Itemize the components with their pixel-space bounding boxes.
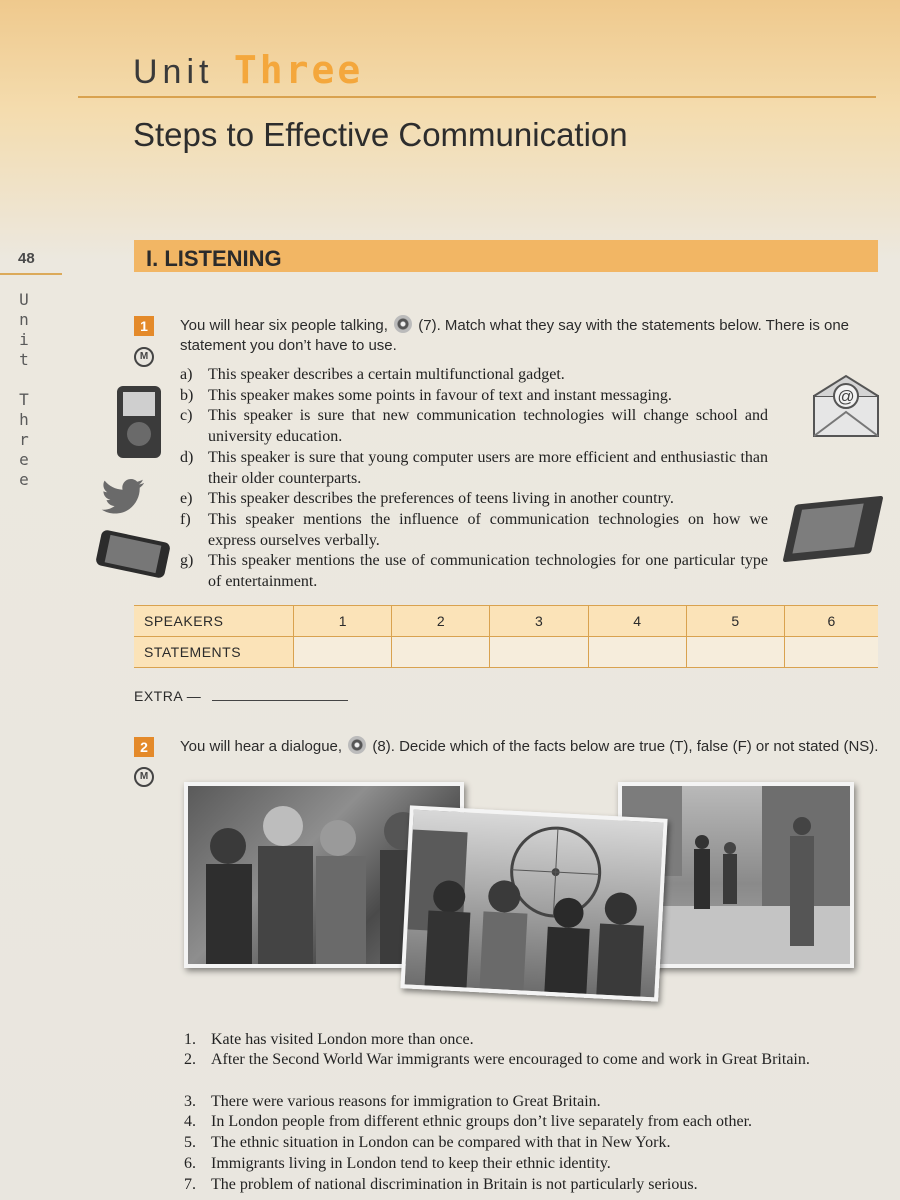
smartphone-icon (95, 529, 171, 579)
unit-heading (133, 48, 363, 92)
speaker-number: 6 (784, 606, 878, 637)
statement-item (180, 488, 768, 509)
fact-text: In London people from different ethnic groups don’t live separately from each other. (211, 1113, 753, 1130)
statement-letter: d) (180, 449, 194, 466)
vertical-unit-text: U n i t T h r e e (19, 290, 29, 489)
fact-item (184, 1153, 891, 1174)
fact-text: The problem of national discrimination in Britain is not particularly serious. (211, 1176, 698, 1193)
answer-cell[interactable] (784, 637, 878, 668)
task2-instruction-start: You will hear a dialogue, (180, 738, 343, 755)
task1-instruction (180, 315, 880, 356)
task-number-badge: 1 (134, 316, 154, 336)
unit-label: Unit (133, 53, 214, 91)
margin-divider (0, 273, 62, 275)
email-envelope-icon (812, 374, 880, 443)
statement-letter: f) (180, 511, 191, 528)
speaker-number: 2 (392, 606, 490, 637)
fact-number: 5. (184, 1134, 196, 1151)
fact-text: Kate has visited London more than once. (211, 1031, 474, 1048)
fact-text: The ethnic situation in London can be compared with that in New York. (211, 1134, 671, 1151)
statement-letter: b) (180, 387, 194, 404)
fact-item (184, 1111, 891, 1132)
statement-text: This speaker is sure that young computer users are more efficient and enthusiastic than their older counterparts. (208, 449, 768, 487)
statement-letter: a) (180, 366, 193, 383)
answer-cell[interactable] (392, 637, 490, 668)
extra-answer-line[interactable] (212, 700, 348, 701)
tablet-icon (782, 496, 883, 563)
fact-text: Immigrants living in London tend to keep their ethnic identity. (211, 1155, 611, 1172)
statement-text: This speaker mentions the influence of communication technologies on how we express ourselves verbally. (208, 511, 768, 549)
mp3-player-icon (117, 386, 161, 458)
speaker-number: 4 (588, 606, 686, 637)
statement-text: This speaker mentions the use of communication technologies for one particular type of entertainment. (208, 552, 768, 590)
fact-text: There were various reasons for immigration to Great Britain. (211, 1093, 601, 1110)
fact-item (184, 1029, 891, 1050)
fact-number: 7. (184, 1176, 196, 1193)
page-number: 48 (18, 250, 35, 267)
statement-letter: g) (180, 552, 194, 569)
speaker-number: 3 (490, 606, 588, 637)
fact-item (184, 1132, 891, 1153)
fact-item (184, 1174, 891, 1195)
speaker-number: 5 (686, 606, 784, 637)
fact-item (184, 1049, 891, 1070)
statement-item (180, 550, 768, 592)
statements-row (134, 637, 878, 668)
vertical-unit-label (14, 290, 34, 490)
answer-cell[interactable] (686, 637, 784, 668)
facts-list (184, 1029, 894, 1194)
statement-item (180, 385, 768, 406)
media-m-icon: M (134, 347, 154, 367)
cd-audio-icon (348, 736, 366, 754)
statement-letter: e) (180, 490, 193, 507)
task-number-badge: 2 (134, 737, 154, 757)
media-m-icon: M (134, 767, 154, 787)
unit-word: Three (233, 48, 364, 92)
statements-label: STATEMENTS (134, 637, 294, 668)
task1-instruction-start: You will hear six people talking, (180, 317, 388, 334)
speakers-label: SPEAKERS (134, 606, 294, 637)
twitter-bird-icon (100, 478, 146, 521)
fact-number: 2. (184, 1051, 196, 1068)
task2-instruction-end: (8). Decide which of the facts below are true (T), false (F) or not stated (NS). (372, 738, 879, 755)
fact-number: 6. (184, 1155, 196, 1172)
statement-item (180, 509, 768, 551)
fact-item (184, 1091, 891, 1112)
task1-instruction-end: (7). Match what they say with the statements below. There is one statement you don’t have to use. (180, 317, 850, 354)
fact-number: 3. (184, 1093, 196, 1110)
answer-cell[interactable] (490, 637, 588, 668)
svg-text:@: @ (837, 387, 855, 406)
fact-text: After the Second World War immigrants were encouraged to come and work in Great Britain. (211, 1051, 810, 1068)
header-divider (78, 96, 876, 98)
statement-letter: c) (180, 407, 193, 424)
page-title: Steps to Effective Communication (133, 116, 628, 153)
speakers-row (134, 606, 878, 637)
extra-label: EXTRA — (134, 688, 202, 704)
statement-item (180, 364, 768, 385)
answer-cell[interactable] (588, 637, 686, 668)
answer-cell[interactable] (294, 637, 392, 668)
task2-instruction (180, 736, 880, 757)
speakers-table (134, 605, 878, 668)
speaker-number: 1 (294, 606, 392, 637)
fact-number: 4. (184, 1113, 196, 1130)
section-title: I. LISTENING (146, 246, 282, 271)
statement-text: This speaker is sure that new communication technologies will change school and university education. (208, 407, 768, 445)
statement-text: This speaker describes a certain multifunctional gadget. (208, 366, 565, 383)
statement-item (180, 405, 768, 447)
statement-text: This speaker makes some points in favour of text and instant messaging. (208, 387, 672, 404)
statement-text: This speaker describes the preferences of teens living in another country. (208, 490, 674, 507)
london-eye-photo (400, 805, 667, 1001)
cd-audio-icon (394, 315, 412, 333)
fact-number: 1. (184, 1031, 196, 1048)
statement-item (180, 447, 768, 489)
